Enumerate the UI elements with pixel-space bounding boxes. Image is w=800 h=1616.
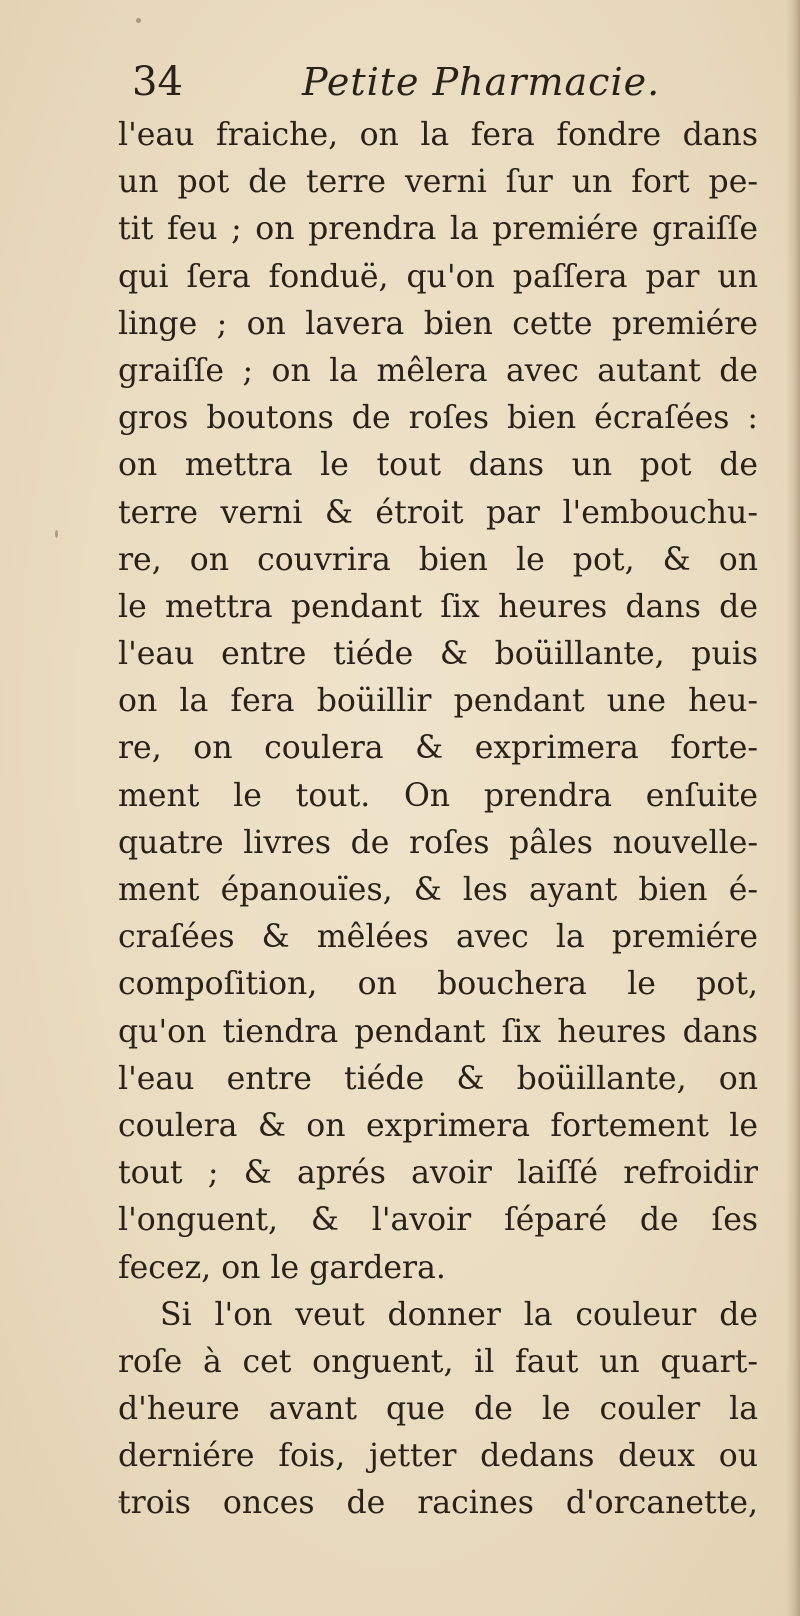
text-line: quatre livres de roſes pâles nouvelle- xyxy=(118,824,758,861)
text-line: linge ; on lavera bien cette premiére xyxy=(118,305,758,342)
text-line: re, on couvrira bien le pot, & on xyxy=(118,541,758,578)
running-title: Petite Pharmacie. xyxy=(302,60,661,104)
text-line: coulera & on exprimera fortement le xyxy=(118,1107,758,1144)
text-line: d'heure avant que de le couler la xyxy=(118,1391,758,1428)
text-line: compoſition, on bouchera le pot, xyxy=(118,966,758,1003)
text-line: ment épanouïes, & les ayant bien é- xyxy=(118,872,758,908)
text-line: on mettra le tout dans un pot de xyxy=(118,447,758,484)
text-line: on la fera boüillir pendant une heu- xyxy=(118,683,758,720)
text-line: craſées & mêlées avec la premiére xyxy=(118,919,758,956)
body-text xyxy=(118,112,758,1528)
text-line: le mettra pendant ſix heures dans de xyxy=(118,588,758,625)
text-line: re, on coulera & exprimera forte- xyxy=(118,730,758,767)
text-line: qu'on tiendra pendant ſix heures dans xyxy=(118,1013,758,1050)
ink-speck xyxy=(136,18,141,23)
text-line: l'eau fraiche, on la fera fondre dans xyxy=(118,117,758,153)
text-line: Si l'on veut donner la couleur de xyxy=(160,1296,758,1333)
text-line: qui ſera fonduë, qu'on paſſera par un xyxy=(118,258,758,295)
text-line: derniére fois, jetter dedans deux ou xyxy=(118,1438,758,1475)
text-line: graiſſe ; on la mêlera avec autant de xyxy=(118,352,758,389)
text-line: roſe à cet onguent, il faut un quart- xyxy=(118,1343,758,1380)
text-line: fecez, on le gardera. xyxy=(118,1249,446,1286)
text-line: terre verni & étroit par l'embouchu- xyxy=(118,494,758,531)
page-header xyxy=(132,58,692,118)
text-line: tout ; & aprés avoir laiſſé refroidir xyxy=(118,1155,758,1192)
text-line: l'eau entre tiéde & boüillante, on xyxy=(118,1060,758,1097)
text-line: gros boutons de roſes bien écraſées : xyxy=(118,400,758,437)
text-line: l'onguent, & l'avoir ſéparé de ſes xyxy=(118,1202,758,1239)
page-edge-shadow xyxy=(786,0,800,1616)
text-line: ment le tout. On prendra enſuite xyxy=(118,777,758,814)
ink-speck xyxy=(55,530,58,538)
text-line: un pot de terre verni ſur un fort pe- xyxy=(118,164,758,201)
text-line: trois onces de racines d'orcanette, xyxy=(118,1485,758,1522)
page-number: 34 xyxy=(132,59,183,105)
text-line: tit feu ; on prendra la premiére graiſſe xyxy=(118,211,758,248)
text-line: l'eau entre tiéde & boüillante, puis xyxy=(118,636,758,673)
